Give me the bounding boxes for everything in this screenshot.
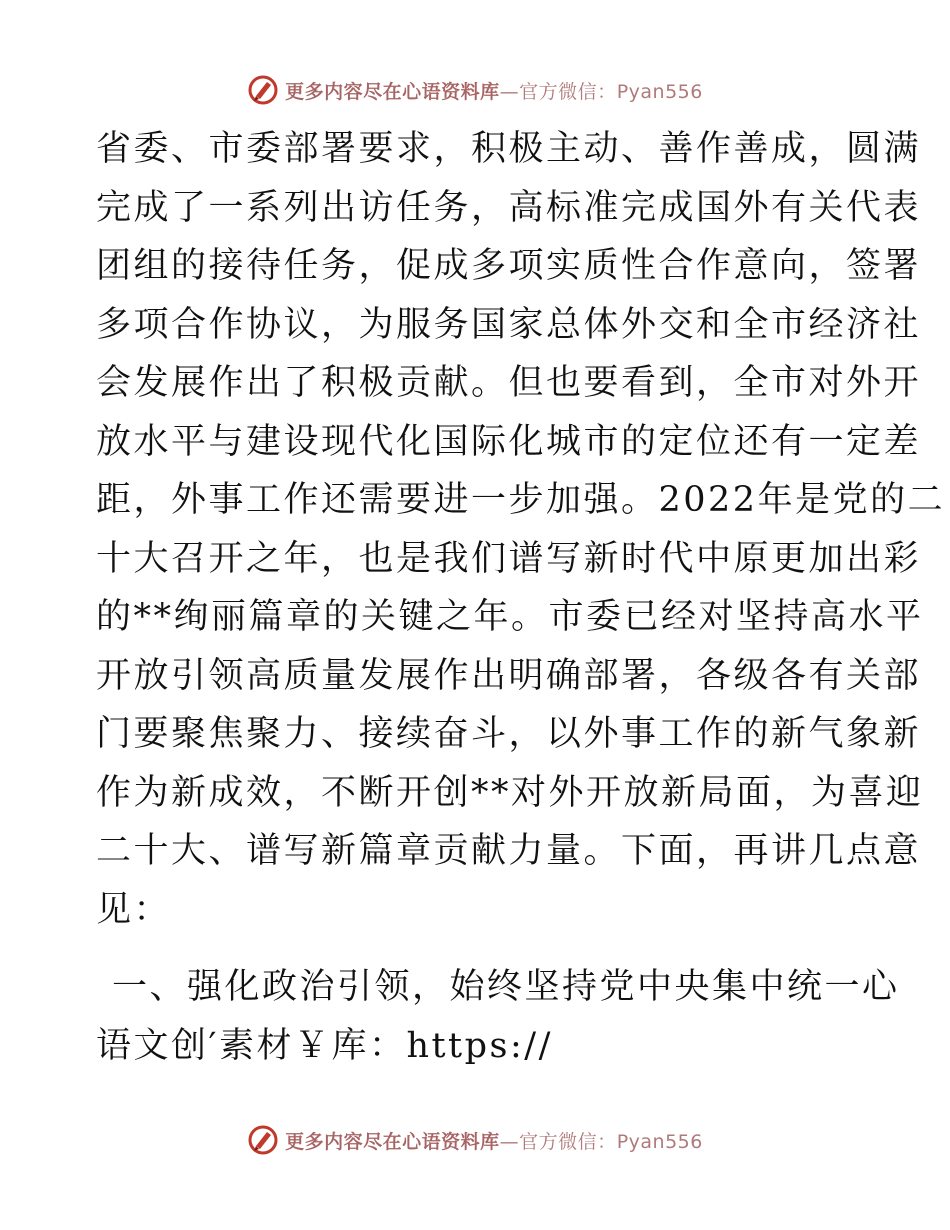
paragraph-line: 二十大、谱写新篇章贡献力量。下面，再讲几点意 bbox=[96, 831, 922, 871]
paragraph-line: 见： bbox=[96, 889, 172, 930]
brand-logo-icon bbox=[247, 1124, 279, 1156]
paragraph-line: 的**绚丽篇章的关键之年。市委已经对坚持高水平 bbox=[96, 597, 924, 637]
footer-contact-label: 官方微信： bbox=[519, 1130, 617, 1153]
paragraph-line: 十大召开之年，也是我们谱写新时代中原更加出彩 bbox=[96, 538, 922, 579]
header-banner-text bbox=[285, 77, 703, 104]
header-banner bbox=[0, 70, 950, 110]
footer-banner-text bbox=[285, 1127, 703, 1154]
paragraph-line: 距，外事工作还需要进一步加强。2022年是党的二 bbox=[96, 480, 946, 520]
paragraph-line: 放水平与建设现代化国际化城市的定位还有一定差 bbox=[96, 421, 922, 462]
header-contact-label: 官方微信： bbox=[519, 80, 617, 103]
header-separator: — bbox=[499, 80, 520, 103]
brand-logo-icon bbox=[247, 74, 279, 106]
paragraph-line: 团组的接待任务，促成多项实质性合作意向，签署 bbox=[96, 246, 922, 286]
document-body bbox=[96, 120, 946, 1075]
paragraph-line: 作为新成效，不断开创**对外开放新局面，为喜迎 bbox=[96, 772, 924, 813]
header-contact-id: Pyan556 bbox=[616, 80, 703, 103]
paragraph-line: 开放引领高质量发展作出明确部署，各级各有关部 bbox=[96, 655, 922, 696]
header-banner-content bbox=[247, 74, 703, 106]
paragraph-line: 多项合作协议，为服务国家总体外交和全市经济社 bbox=[96, 304, 922, 345]
paragraph-line: 会发展作出了积极贡献。但也要看到，全市对外开 bbox=[96, 363, 922, 403]
paragraph-line: 省委、市委部署要求，积极主动、善作善成，圆满 bbox=[96, 129, 922, 169]
paragraph-line: 门要聚焦聚力、接续奋斗，以外事工作的新气象新 bbox=[96, 714, 922, 754]
footer-contact-id: Pyan556 bbox=[616, 1130, 703, 1153]
footer-banner bbox=[0, 1120, 950, 1160]
paragraph-line: 完成了一系列出访任务，高标准完成国外有关代表 bbox=[96, 187, 922, 228]
footer-separator: — bbox=[499, 1130, 520, 1153]
paragraph-gap bbox=[96, 939, 856, 958]
header-brand-text: 更多内容尽在心语资料库 bbox=[285, 80, 500, 103]
footer-brand-text: 更多内容尽在心语资料库 bbox=[285, 1130, 500, 1153]
footer-banner-content bbox=[247, 1124, 703, 1156]
footer-source-line: 语文创′素材￥库：https:// bbox=[96, 1025, 553, 1066]
section-heading: 一、强化政治引领，始终坚持党中央集中统一心 bbox=[112, 967, 900, 1007]
